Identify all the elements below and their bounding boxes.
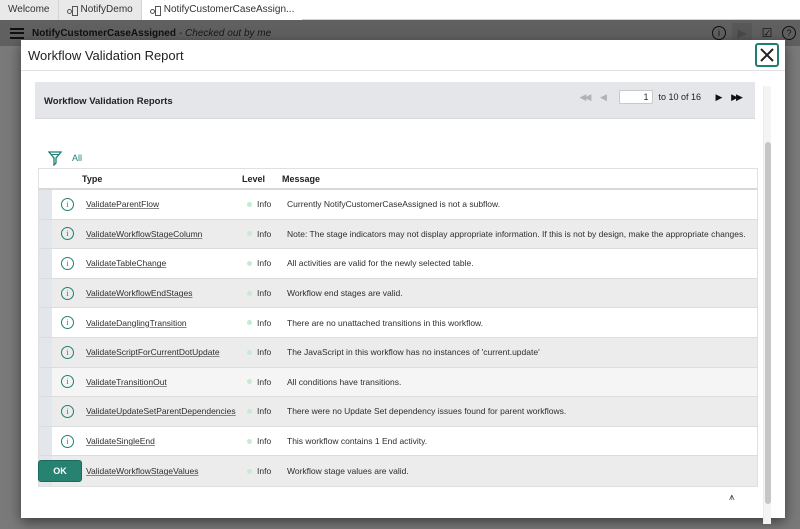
validation-report-dialog <box>21 40 785 518</box>
status-dot-icon <box>247 320 252 325</box>
level-cell <box>247 466 271 476</box>
info-icon: i <box>61 198 74 211</box>
list-header <box>35 82 755 119</box>
info-icon: i <box>61 316 74 329</box>
table-row <box>39 249 757 279</box>
status-dot-icon <box>247 261 252 266</box>
table-row <box>39 397 757 427</box>
row-stripe <box>39 308 52 337</box>
type-link[interactable]: ValidateScriptForCurrentDotUpdate <box>86 347 220 358</box>
status-dot-icon <box>247 202 252 207</box>
table-row <box>39 220 757 250</box>
prev-page-button[interactable]: ◀ <box>599 91 605 102</box>
level-label: Info <box>257 406 272 417</box>
info-icon: i <box>61 257 74 270</box>
column-header-level[interactable]: Level <box>242 173 266 184</box>
level-cell <box>247 229 271 239</box>
tab-welcome[interactable] <box>0 0 59 20</box>
info-icon: i <box>61 405 74 418</box>
level-cell <box>247 199 271 209</box>
row-stripe <box>39 249 52 278</box>
status-dot-icon <box>247 231 252 236</box>
level-label: Info <box>257 347 272 358</box>
page-number-input[interactable]: 1 <box>619 90 653 104</box>
type-link[interactable]: ValidateTableChange <box>86 258 167 269</box>
dialog-title: Workflow Validation Report <box>28 47 184 63</box>
message-cell: This workflow contains 1 End activity. <box>287 436 428 447</box>
message-cell: The JavaScript in this workflow has no instances of 'current.update' <box>287 347 540 358</box>
message-cell: Note: The stage indicators may not display appropriate information. If this is not by design, make the appropriate changes. <box>287 228 746 239</box>
info-icon: i <box>61 375 74 388</box>
row-stripe <box>39 338 52 367</box>
first-page-button[interactable]: ◀◀ <box>579 91 590 102</box>
status-dot-icon <box>247 409 252 414</box>
table-header <box>39 169 757 190</box>
level-cell <box>247 347 271 357</box>
level-label: Info <box>257 317 272 328</box>
table-row <box>39 368 757 398</box>
list-title: Workflow Validation Reports <box>44 96 173 107</box>
message-cell: All activities are valid for the newly selected table. <box>287 258 474 269</box>
level-cell <box>247 318 271 328</box>
level-cell <box>247 288 271 298</box>
message-cell: Workflow end stages are valid. <box>287 288 403 299</box>
tab-notifycustomercaseassigned[interactable] <box>142 0 303 20</box>
column-header-message[interactable]: Message <box>282 173 321 184</box>
dialog-body <box>21 72 785 518</box>
ok-button[interactable]: OK <box>38 460 82 482</box>
row-stripe <box>39 190 52 219</box>
filter-icon[interactable] <box>48 150 62 166</box>
validation-table <box>38 168 758 487</box>
tab-bar <box>0 0 800 20</box>
type-link[interactable]: ValidateWorkflowEndStages <box>86 288 193 299</box>
table-row <box>39 279 757 309</box>
table-row <box>39 427 757 457</box>
close-button[interactable] <box>755 43 779 67</box>
type-link[interactable]: ValidateWorkflowStageValues <box>86 466 199 477</box>
workflow-icon <box>150 6 160 15</box>
level-label: Info <box>257 436 272 447</box>
filter-breadcrumb <box>48 150 82 166</box>
row-stripe <box>39 220 52 249</box>
last-page-button[interactable]: ▶▶ <box>731 91 741 102</box>
table-row <box>39 190 757 220</box>
tab-label: NotifyCustomerCaseAssign... <box>163 4 295 15</box>
level-label: Info <box>257 288 272 299</box>
level-label: Info <box>257 376 272 387</box>
level-label: Info <box>257 258 272 269</box>
info-icon: i <box>61 435 74 448</box>
scrollbar-thumb[interactable] <box>765 142 771 504</box>
message-cell: Currently NotifyCustomerCaseAssigned is not a subflow. <box>287 199 501 210</box>
type-link[interactable]: ValidateTransitionOut <box>86 376 167 387</box>
resize-handle-icon[interactable]: ⩚ <box>729 492 735 503</box>
row-stripe <box>39 368 52 397</box>
type-link[interactable]: ValidateParentFlow <box>86 199 160 210</box>
level-cell <box>247 406 271 416</box>
status-dot-icon <box>247 439 252 444</box>
row-stripe <box>39 397 52 426</box>
status-dot-icon <box>247 291 252 296</box>
message-cell: There are no unattached transitions in this workflow. <box>287 317 484 328</box>
row-stripe <box>39 279 52 308</box>
filter-all-link[interactable]: All <box>72 153 83 163</box>
level-cell <box>247 258 271 268</box>
workflow-icon <box>67 6 77 15</box>
type-link[interactable]: ValidateWorkflowStageColumn <box>86 228 203 239</box>
dialog-header <box>21 40 785 71</box>
next-page-button[interactable]: ▶ <box>715 91 721 102</box>
status-dot-icon <box>247 379 252 384</box>
status-dot-icon <box>247 469 252 474</box>
type-link[interactable]: ValidateSingleEnd <box>86 436 155 447</box>
column-header-type[interactable]: Type <box>82 173 103 184</box>
level-cell <box>247 377 271 387</box>
type-link[interactable]: ValidateDanglingTransition <box>86 317 187 328</box>
info-icon: i <box>61 287 74 300</box>
pagination <box>575 89 745 105</box>
row-stripe <box>39 427 52 456</box>
message-cell: There were no Update Set dependency issues found for parent workflows. <box>287 406 567 417</box>
info-icon: i <box>61 346 74 359</box>
table-row <box>39 308 757 338</box>
table-row <box>39 456 757 486</box>
tab-label: NotifyDemo <box>80 4 133 15</box>
message-cell: All conditions have transitions. <box>287 376 402 387</box>
message-cell: Workflow stage values are valid. <box>287 466 409 477</box>
type-link[interactable]: ValidateUpdateSetParentDependencies <box>86 406 236 417</box>
info-icon: i <box>61 227 74 240</box>
dialog-scrollbar[interactable] <box>763 86 771 524</box>
table-row <box>39 338 757 368</box>
tab-label: Welcome <box>8 4 50 15</box>
status-dot-icon <box>247 350 252 355</box>
level-cell <box>247 436 271 446</box>
level-label: Info <box>257 228 272 239</box>
level-label: Info <box>257 199 272 210</box>
level-label: Info <box>257 466 272 477</box>
tab-notifydemo[interactable] <box>59 0 142 20</box>
close-icon <box>759 47 775 63</box>
page-range-text: to 10 of 16 <box>658 92 701 102</box>
